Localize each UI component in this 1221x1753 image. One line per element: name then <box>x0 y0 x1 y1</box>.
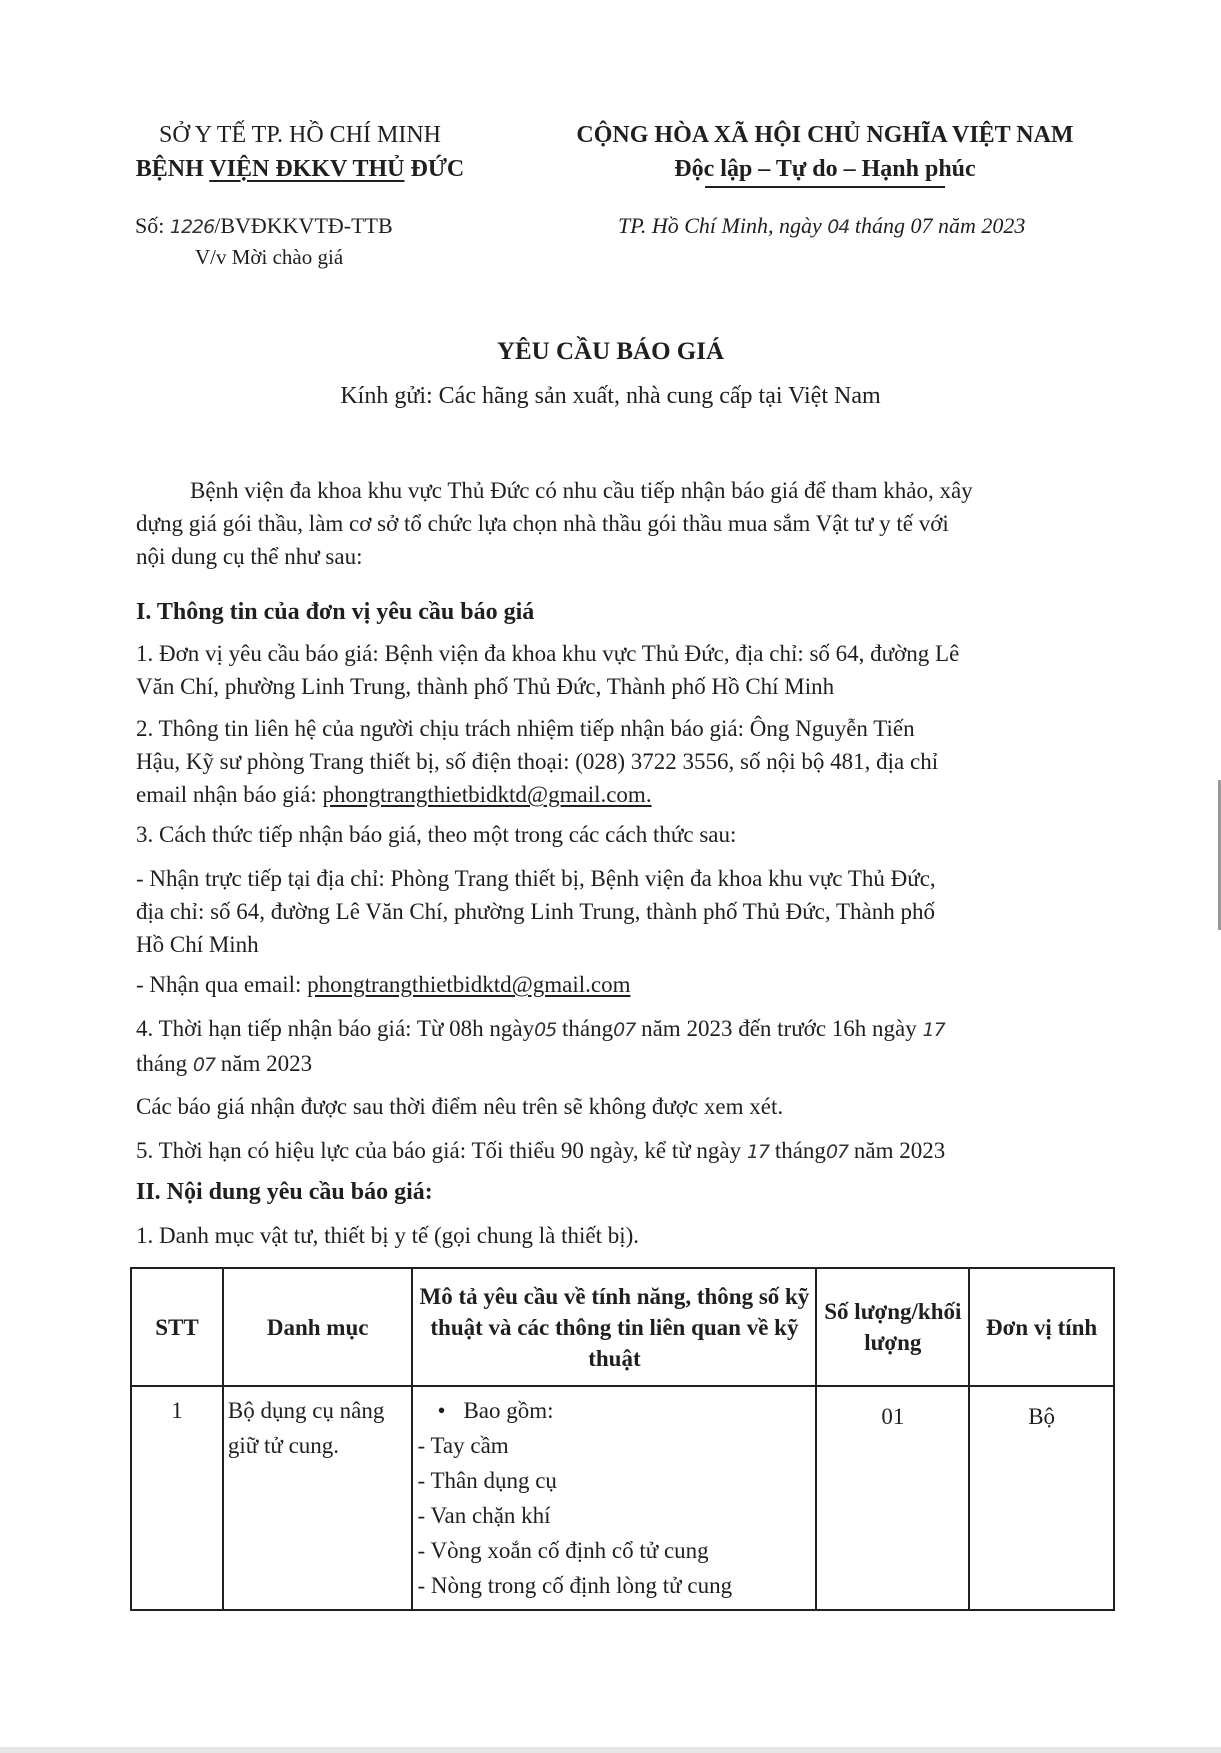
email-submission <box>136 968 1096 1001</box>
handwritten-month: 07 <box>613 1019 636 1041</box>
national-motto <box>520 118 1130 188</box>
intro-line: nội dung cụ thể như sau: <box>136 544 363 569</box>
item-line <box>136 778 1096 811</box>
hospital-name-part: BỆNH <box>135 156 210 182</box>
item-line: Văn Chí, phường Linh Trung, thành phố Thủ Đức, Thành phố Hồ Chí Minh <box>136 674 835 699</box>
equipment-table <box>130 1267 1115 1611</box>
doc-number-prefix: Số: <box>135 213 170 238</box>
page-title: YÊU CẦU BÁO GIÁ <box>496 338 725 365</box>
cell-description <box>412 1386 816 1610</box>
text: năm 2023 đến trước 16h ngày <box>635 1016 923 1041</box>
item-line: 1. Đơn vị yêu cầu báo giá: Bệnh viện đa khoa khu vực Thủ Đức, địa chỉ: số 64, đường Lê <box>136 641 960 666</box>
intro-line: dựng giá gói thầu, làm cơ sở tổ chức lựa chọn nhà thầu gói thầu mua sắm Vật tư y tế với <box>136 511 949 536</box>
section-1-item-4 <box>136 1012 1096 1082</box>
item-line: 2. Thông tin liên hệ của người chịu trách nhiệm tiếp nhận báo giá: Ông Nguyễn Tiến <box>136 716 915 741</box>
table-header-row <box>131 1268 1114 1386</box>
addressee: Kính gửi: Các hãng sản xuất, nhà cung cấp tại Việt Nam <box>340 383 881 409</box>
hospital-name-part: ĐỨC <box>404 156 465 182</box>
description-item: - Nòng trong cố định lòng tử cung <box>417 1573 733 1598</box>
handwritten-month: 07 <box>192 1054 216 1076</box>
document-number <box>135 213 393 239</box>
text: tháng <box>769 1138 826 1163</box>
scan-bottom-shadow <box>0 1747 1221 1753</box>
date-prefix: TP. Hồ Chí Minh, ngày <box>618 213 828 238</box>
cell-unit: Bộ <box>969 1386 1114 1610</box>
text: tháng <box>136 1051 193 1076</box>
handwritten-day: 05 <box>534 1019 557 1041</box>
cell-quantity: 01 <box>816 1386 969 1610</box>
section-1-item-2 <box>136 712 1096 811</box>
description-bullet: • Bao gồm: <box>417 1393 811 1428</box>
intro-paragraph <box>136 474 1096 573</box>
item-line <box>136 1047 1096 1082</box>
document-date <box>618 213 1025 239</box>
description-item: - Vòng xoắn cố định cổ tử cung <box>417 1538 709 1563</box>
item-line: Hồ Chí Minh <box>136 932 259 957</box>
section-1-heading: I. Thông tin của đơn vị yêu cầu báo giá <box>136 599 535 625</box>
col-header-category: Danh mục <box>223 1268 413 1386</box>
section-2-item-1: 1. Danh mục vật tư, thiết bị y tế (gọi chung là thiết bị). <box>136 1223 640 1248</box>
email-label: - Nhận qua email: <box>136 972 308 997</box>
item-line: Hậu, Kỹ sư phòng Trang thiết bị, số điện thoại: (028) 3722 3556, số nội bộ 481, địa chỉ <box>136 749 939 774</box>
text: tháng <box>556 1016 614 1041</box>
country-name: CỘNG HÒA XÃ HỘI CHỦ NGHĨA VIỆT NAM <box>576 122 1074 148</box>
motto: Độc lập – Tự do – Hạnh phúc <box>674 156 976 182</box>
document-subject: V/v Mời chào giá <box>195 245 344 269</box>
item-line <box>136 1012 1096 1047</box>
submission-email-link[interactable]: phongtrangthietbidktd@gmail.com <box>307 972 631 997</box>
item-line: - Nhận trực tiếp tại địa chỉ: Phòng Trang thiết bị, Bệnh viện đa khoa khu vực Thủ Đức, <box>136 866 936 891</box>
section-1-item-1 <box>136 637 1096 703</box>
col-header-stt: STT <box>131 1268 223 1386</box>
section-2-heading: II. Nội dung yêu cầu báo giá: <box>136 1179 433 1205</box>
date-day-handwritten: 04 <box>827 216 850 238</box>
description-item: - Thân dụng cụ <box>417 1468 557 1493</box>
text: năm 2023 <box>215 1051 313 1076</box>
direct-submission <box>136 862 1096 961</box>
late-submission-note: Các báo giá nhận được sau thời điểm nêu trên sẽ không được xem xét. <box>136 1094 784 1119</box>
table-row <box>131 1386 1114 1610</box>
cell-stt: 1 <box>131 1386 223 1610</box>
description-item: - Tay cầm <box>417 1433 509 1458</box>
date-suffix: tháng 07 năm 2023 <box>849 213 1026 238</box>
department-name: SỞ Y TẾ TP. HỒ CHÍ MINH <box>158 122 442 148</box>
handwritten-month: 07 <box>825 1141 849 1163</box>
motto-underline <box>705 186 945 188</box>
doc-number-handwritten: 1226 <box>169 216 215 238</box>
email-label: email nhận báo giá: <box>136 782 323 807</box>
issuing-authority <box>100 118 500 186</box>
text: năm 2023 <box>848 1138 946 1163</box>
col-header-unit: Đơn vị tính <box>969 1268 1114 1386</box>
item-line: địa chỉ: số 64, đường Lê Văn Chí, phường Linh Trung, thành phố Thủ Đức, Thành phố <box>136 899 935 924</box>
cell-category: Bộ dụng cụ nâng giữ tử cung. <box>223 1386 413 1610</box>
col-header-quantity: Số lượng/khối lượng <box>816 1268 969 1386</box>
handwritten-day: 17 <box>746 1141 770 1163</box>
description-item: - Van chặn khí <box>417 1503 551 1528</box>
hospital-name <box>100 152 500 186</box>
doc-number-suffix: /BVĐKKVTĐ-TTB <box>214 213 393 238</box>
col-header-description: Mô tả yêu cầu về tính năng, thông số kỹ thuật và các thông tin liên quan về kỹ thuật <box>412 1268 816 1386</box>
text: 5. Thời hạn có hiệu lực của báo giá: Tối thiểu 90 ngày, kể từ ngày <box>136 1138 747 1163</box>
section-1-item-5 <box>136 1134 1096 1169</box>
section-1-item-3: 3. Cách thức tiếp nhận báo giá, theo một trong các cách thức sau: <box>136 822 737 847</box>
handwritten-day: 17 <box>922 1019 945 1041</box>
intro-line: Bệnh viện đa khoa khu vực Thủ Đức có nhu cầu tiếp nhận báo giá để tham khảo, xây <box>190 478 973 503</box>
text: 4. Thời hạn tiếp nhận báo giá: Từ 08h ngày <box>136 1016 535 1041</box>
hospital-name-underlined: VIỆN ĐKKV THỦ <box>209 156 405 182</box>
contact-email-link[interactable]: phongtrangthietbidktd@gmail.com. <box>322 782 652 807</box>
